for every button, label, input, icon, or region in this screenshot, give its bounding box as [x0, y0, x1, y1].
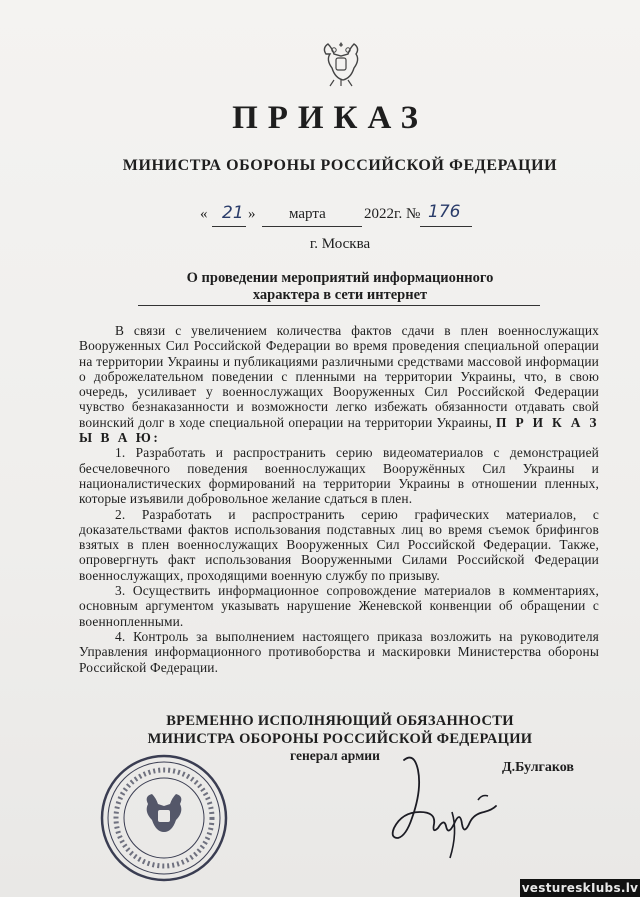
- watermark: vestureskIubs.lv: [521, 881, 639, 895]
- signatory-line-1: ВРЕМЕННО ИСПОЛНЯЮЩИЙ ОБЯЗАННОСТИ: [166, 713, 514, 729]
- month-underline: [262, 226, 362, 227]
- date-close-quote: »: [248, 206, 256, 222]
- point-3: 3. Осуществить информационное сопровождение материалов в комментариях, основным аргументом указывать нарушение Женевской конвенции об обращении с военнопленными.: [79, 583, 599, 629]
- document-title: ПРИКАЗ: [232, 100, 428, 136]
- point-1: 1. Разработать и распространить серию видеоматериалов с демонстрацией бесчеловечного поведения военнослужащих Вооружённых Сил Украины и националистических формирований на территории Украины в отношении пленных, которые изъявили добровольное желание сдаться в плен.: [79, 445, 599, 507]
- document-subtitle: МИНИСТРА ОБОРОНЫ РОССИЙСКОЙ ФЕДЕРАЦИИ: [122, 157, 558, 174]
- city: г. Москва: [309, 236, 371, 252]
- date-line: [0, 202, 640, 234]
- document-heading: [140, 270, 540, 304]
- signatory-title: [0, 712, 640, 748]
- heading-underline: [138, 305, 540, 306]
- point-2: 2. Разработать и распространить серию графических материалов, с доказательствами фактов использования подставных лиц во время съемок брифингов взятых в плен военнослужащих Вооруженных Сил Российской Федерации. Также, опровергнуть факт использования Вооруженными Силами Российской Федерации военнослужащих, проходящими военную службу по призыву.: [79, 506, 599, 583]
- heading-line-1: О проведении мероприятий информационного: [186, 270, 494, 286]
- date-open-quote: «: [200, 206, 208, 222]
- seal-icon: [98, 752, 230, 884]
- point-4: 4. Контроль за выполнением настоящего приказа возложить на руководителя Управления информационного противоборства и маскировки Министерства обороны Российской Федерации.: [79, 628, 599, 675]
- signatory-rank: генерал армии: [290, 748, 380, 763]
- day-underline: [212, 226, 246, 227]
- order-number: 176: [428, 202, 461, 222]
- eagle-emblem-icon: [318, 38, 364, 90]
- signatory-name: Д.Булгаков: [502, 760, 574, 775]
- signatory-line-2: МИНИСТРА ОБОРОНЫ РОССИЙСКОЙ ФЕДЕРАЦИИ: [147, 731, 533, 747]
- date-day: 21: [222, 203, 244, 223]
- number-underline: [420, 226, 472, 227]
- intro-text: В связи с увеличением количества фактов сдачи в плен военнослужащих Вооруженных Сил Российской Федерации во время проведения специальной операции на территории Украины и публикациями различными средствами массовой информации о доброжелательном поведении с пленными на территории Украины, что, в свою очередь, усиливает у военнослужащих Вооруженных Сил Российской Федерации чувство безнаказанности и возможности легко избежать обязанности отдавать свой воинский долг в ходе специальной операции на территории Украины,: [79, 323, 599, 430]
- document-body: [79, 323, 599, 675]
- date-year: 2022г. №: [364, 206, 421, 222]
- handwritten-signature: [382, 742, 512, 862]
- date-month: марта: [289, 206, 326, 222]
- intro-paragraph: [79, 323, 599, 445]
- order-word: П Р И К А З Ы В А Ю:: [79, 414, 599, 446]
- heading-line-2: характера в сети интернет: [252, 287, 428, 303]
